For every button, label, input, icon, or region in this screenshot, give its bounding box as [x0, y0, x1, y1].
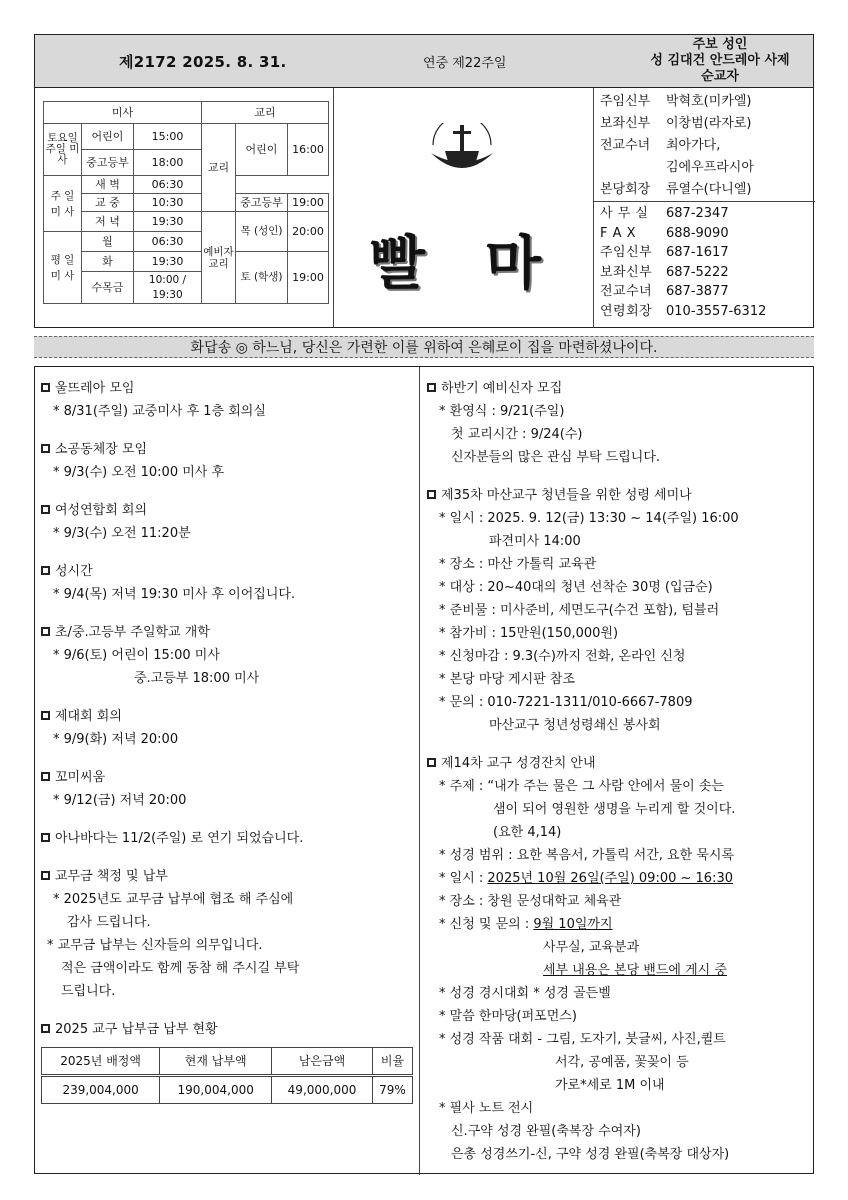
notice-line: * 참가비 : 15만원(150,000원) — [439, 626, 619, 641]
notice-line: * 8/31(주일) 교중미사 후 1층 회의실 — [53, 404, 266, 419]
square-bullet-icon — [427, 758, 436, 767]
notice-title-text: 제대회 회의 — [55, 709, 122, 724]
weekday-mass-label: 평 일 미 사 — [44, 232, 82, 304]
mass-time: 10:00 / 19:30 — [134, 272, 202, 304]
notice-line: 은총 성경쓰기-신, 구약 성경 완필(축복장 대상자) — [451, 1147, 730, 1162]
saint-line-2: 성 김대건 안드레아 사제 — [650, 53, 790, 68]
notice-title — [41, 1018, 413, 1041]
saint-line-3: 순교자 — [701, 69, 739, 84]
notice-title-text: 성시간 — [55, 564, 93, 579]
phone-label: 전교수녀 — [600, 284, 653, 299]
label-text: * 일시 : — [439, 871, 488, 886]
notice-line: 드립니다. — [61, 984, 116, 999]
catechism-name: 목 (성인) — [236, 212, 288, 252]
notice-line: 신.구약 성경 완필(축복장 수여자) — [451, 1124, 641, 1139]
title-char-1: 빨 — [369, 229, 428, 297]
sunday-mass-label: 주 일 미 사 — [44, 176, 82, 232]
table-header: 비율 — [372, 1048, 412, 1076]
mass-time: 19:30 — [134, 252, 202, 272]
notice-title-text: 제14차 교구 성경잔치 안내 — [441, 756, 596, 771]
notice-title — [427, 484, 811, 507]
mass-time: 10:30 — [134, 194, 202, 212]
phone-number: 687-5222 — [666, 264, 729, 280]
mass-header: 미사 — [44, 102, 202, 124]
mass-name: 중고등부 — [82, 150, 134, 176]
notice-title-text: 교무금 책정 및 납부 — [55, 869, 168, 884]
label-text: * 신청 및 문의 : — [439, 917, 534, 932]
staff-role: 주임신부 — [600, 94, 651, 109]
phone-number: 687-1617 — [666, 245, 729, 260]
header-bar — [34, 34, 814, 88]
square-bullet-icon — [41, 627, 50, 636]
mass-name: 교 중 — [82, 194, 134, 212]
staff-role: 전교수녀 — [600, 138, 651, 153]
catechism-time: 20:00 — [288, 212, 329, 252]
notice-line: 파견미사 14:00 — [489, 534, 581, 549]
table-cell: 190,004,000 — [160, 1076, 272, 1104]
notice-title-text: 하반기 예비신자 모집 — [441, 381, 563, 396]
phone-label: 주임신부 — [600, 245, 653, 260]
phone-number: 687-3877 — [666, 284, 729, 299]
catechism-header: 교리 — [202, 102, 329, 124]
phone-row — [600, 263, 766, 283]
staff-row — [600, 157, 754, 179]
saint-line-1: 주보 성인 — [692, 37, 748, 52]
notice-line: * 말씀 한마당(퍼포먼스) — [439, 1009, 577, 1024]
notice-line: 적은 금액이라도 함께 동참 해 주시길 부탁 — [61, 961, 300, 976]
right-column — [427, 377, 811, 1166]
notice-title-text: 울뜨레아 모임 — [55, 381, 135, 396]
staff-row — [600, 179, 754, 201]
notice-line: 감사 드립니다. — [67, 915, 151, 930]
mass-time: 06:30 — [134, 232, 202, 252]
notice-line: 중.고등부 18:00 미사 — [134, 671, 260, 686]
catechism-label: 교리 — [202, 124, 236, 212]
staff-row — [600, 113, 754, 135]
square-bullet-icon — [41, 833, 50, 842]
mass-time: 06:30 — [134, 176, 202, 194]
divider — [593, 201, 815, 202]
phone-number: 688-9090 — [666, 225, 729, 241]
notice-line: * 본당 마당 게시판 참조 — [439, 672, 576, 687]
liturgical-week: 연중 제22주일 — [423, 56, 507, 71]
notice-line: 첫 교리시간 : 9/24(수) — [451, 427, 583, 442]
event-date: 2025년 10월 26일(주일) 09:00 ~ 16:30 — [487, 871, 733, 886]
staff-name: 박혁호(미카엘) — [666, 94, 752, 109]
phone-row — [600, 243, 766, 263]
phone-number: 010-3557-6312 — [666, 303, 767, 319]
mass-schedule-table — [43, 101, 329, 304]
notice-line: * 9/12(금) 저녁 20:00 — [53, 793, 187, 808]
notice-title — [41, 499, 413, 522]
notice-line: * 성경 경시대회 * 성경 골든벨 — [439, 986, 611, 1001]
notice-line — [427, 913, 811, 936]
notice-line: * 성경 작품 대회 - 그림, 도자기, 붓글씨, 사진,퀼트 — [439, 1032, 726, 1047]
notice-title — [41, 827, 413, 850]
table-header: 2025년 배정액 — [42, 1048, 160, 1076]
square-bullet-icon — [41, 505, 50, 514]
notice-line: * 9/3(수) 오전 10:00 미사 후 — [53, 465, 225, 480]
parish-emblem-icon — [427, 123, 497, 181]
left-column — [41, 377, 413, 1104]
notice-title — [427, 752, 811, 775]
divider — [593, 88, 594, 328]
square-bullet-icon — [41, 444, 50, 453]
notice-title-text: 제35차 마산교구 청년들을 위한 성령 세미나 — [441, 488, 692, 503]
square-bullet-icon — [41, 383, 50, 392]
catechism-name: 어린이 — [236, 124, 288, 176]
phone-label: 사 무 실 — [600, 206, 649, 221]
notice-line: * 교무금 납부는 신자들의 의무입니다. — [47, 938, 263, 953]
pre-catechumen-label: 예비자 교리 — [202, 212, 236, 304]
info-box — [34, 88, 814, 328]
mass-name: 수목금 — [82, 272, 134, 304]
catechism-time: 19:00 — [288, 252, 329, 304]
catechism-time: 16:00 — [288, 124, 329, 176]
notice-line: * 신청마감 : 9.3(수)까지 전화, 온라인 신청 — [439, 649, 686, 664]
notice-line: * 환영식 : 9/21(주일) — [439, 404, 565, 419]
patron-saint — [625, 37, 815, 85]
notice-title — [41, 766, 413, 789]
phone-row — [600, 204, 766, 224]
notice-line: 서각, 공예품, 꽃꽂이 등 — [555, 1055, 689, 1070]
deadline-date: 9월 10일까지 — [533, 917, 613, 932]
divider — [419, 367, 420, 1175]
notice-line: * 장소 : 창원 문성대학교 체육관 — [439, 894, 622, 909]
notice-line: 마산교구 청년성령쇄신 봉사회 — [489, 718, 661, 733]
square-bullet-icon — [41, 772, 50, 781]
catechism-name: 토 (학생) — [236, 252, 288, 304]
table-header: 남은금액 — [272, 1048, 373, 1076]
notice-title-text: 아나바다는 11/2(주일) 로 연기 되었습니다. — [55, 831, 304, 846]
notice-line: * 9/6(토) 어린이 15:00 미사 — [53, 648, 220, 663]
phone-directory — [600, 204, 766, 321]
staff-role: 보좌신부 — [600, 116, 651, 131]
staff-name: 류열수(다니엘) — [666, 182, 752, 197]
notice-line: * 9/4(목) 저녁 19:30 미사 후 이어집니다. — [53, 587, 296, 602]
mass-time: 19:30 — [134, 212, 202, 232]
title-char-2: 마 — [485, 229, 544, 297]
notice-line: 신자분들의 많은 관심 부탁 드립니다. — [451, 450, 661, 465]
notice-line: 샘이 되어 영원한 생명을 누리게 할 것이다. — [493, 802, 736, 817]
notice-line: * 장소 : 마산 가톨릭 교육관 — [439, 557, 597, 572]
phone-label: 연령회장 — [600, 303, 653, 319]
catechism-name: 중고등부 — [236, 194, 288, 212]
table-cell: 239,004,000 — [42, 1076, 160, 1104]
divider — [333, 88, 334, 328]
issue-number-date: 제2172 2025. 8. 31. — [119, 53, 287, 71]
mass-name: 어린이 — [82, 124, 134, 150]
staff-row — [600, 91, 754, 113]
notice-title — [41, 377, 413, 400]
square-bullet-icon — [427, 490, 436, 499]
staff-name: 김에우프라시아 — [666, 160, 754, 175]
notice-line: * 9/9(화) 저녁 20:00 — [53, 732, 179, 747]
staff-role: 본당회장 — [600, 182, 651, 197]
responsorial-psalm: 화답송 ◎ 하느님, 당신은 가련한 이를 위하여 은혜로이 집을 마련하셨나이다. — [34, 336, 814, 358]
notice-line: * 필사 노트 전시 — [439, 1101, 534, 1116]
staff-name: 최아가다, — [666, 138, 721, 153]
saturday-mass-label: 토요일 주일 미사 — [44, 124, 82, 176]
table-cell: 49,000,000 — [272, 1076, 373, 1104]
square-bullet-icon — [41, 566, 50, 575]
notice-title — [41, 438, 413, 461]
mass-name: 화 — [82, 252, 134, 272]
announcements — [34, 366, 814, 1174]
notice-line: 세부 내용은 본당 밴드에 게시 중 — [543, 963, 727, 978]
staff-list — [600, 91, 754, 201]
notice-title-text: 꼬미씨움 — [55, 770, 106, 785]
notice-line: * 일시 : 2025. 9. 12(금) 13:30 ~ 14(주일) 16:00 — [439, 511, 739, 526]
notice-line: 사무실, 교육분과 — [543, 940, 640, 955]
mass-name: 월 — [82, 232, 134, 252]
notice-line: * 성경 범위 : 요한 복음서, 가톨릭 서간, 요한 묵시록 — [439, 848, 734, 863]
table-header: 현재 납부액 — [160, 1048, 272, 1076]
notice-line: * 2025년도 교무금 납부에 협조 해 주심에 — [53, 892, 294, 907]
notice-line: * 준비물 : 미사준비, 세면도구(수건 포함), 텀블러 — [439, 603, 720, 618]
notice-title-text: 초/중.고등부 주일학교 개학 — [55, 625, 210, 640]
mass-time: 15:00 — [134, 124, 202, 150]
notice-line — [427, 867, 811, 890]
notice-title-text: 2025 교구 납부금 납부 현황 — [55, 1022, 218, 1037]
square-bullet-icon — [41, 711, 50, 720]
notice-title — [41, 560, 413, 583]
contribution-table — [41, 1047, 413, 1104]
staff-row — [600, 135, 754, 157]
phone-row — [600, 302, 766, 322]
mass-name: 저 녁 — [82, 212, 134, 232]
square-bullet-icon — [41, 1024, 50, 1033]
notice-title — [41, 865, 413, 888]
notice-title-text: 소공동체장 모임 — [55, 442, 148, 457]
phone-row — [600, 224, 766, 244]
bulletin-title — [369, 216, 543, 300]
notice-line: * 문의 : 010-7221-1311/010-6667-7809 — [439, 695, 693, 710]
phone-row — [600, 282, 766, 302]
notice-title-text: 여성연합회 회의 — [55, 503, 148, 518]
notice-line: (요한 4,14) — [493, 825, 562, 840]
staff-name: 이창범(라자로) — [666, 116, 752, 131]
catechism-time: 19:00 — [288, 194, 329, 212]
mass-time: 18:00 — [134, 150, 202, 176]
notice-line: * 주제 : “내가 주는 물은 그 사람 안에서 물이 솟는 — [439, 779, 724, 794]
notice-title — [427, 377, 811, 400]
notice-title — [41, 621, 413, 644]
phone-number: 687-2347 — [666, 206, 729, 221]
square-bullet-icon — [41, 871, 50, 880]
notice-line: 가로*세로 1M 이내 — [555, 1078, 665, 1093]
mass-name: 새 벽 — [82, 176, 134, 194]
phone-label: F A X — [600, 225, 637, 241]
square-bullet-icon — [427, 383, 436, 392]
notice-line: * 대상 : 20~40대의 청년 선착순 30명 (입금순) — [439, 580, 713, 595]
phone-label: 보좌신부 — [600, 264, 653, 280]
table-cell: 79% — [372, 1076, 412, 1104]
notice-title — [41, 705, 413, 728]
notice-line: * 9/3(수) 오전 11:20분 — [53, 526, 191, 541]
